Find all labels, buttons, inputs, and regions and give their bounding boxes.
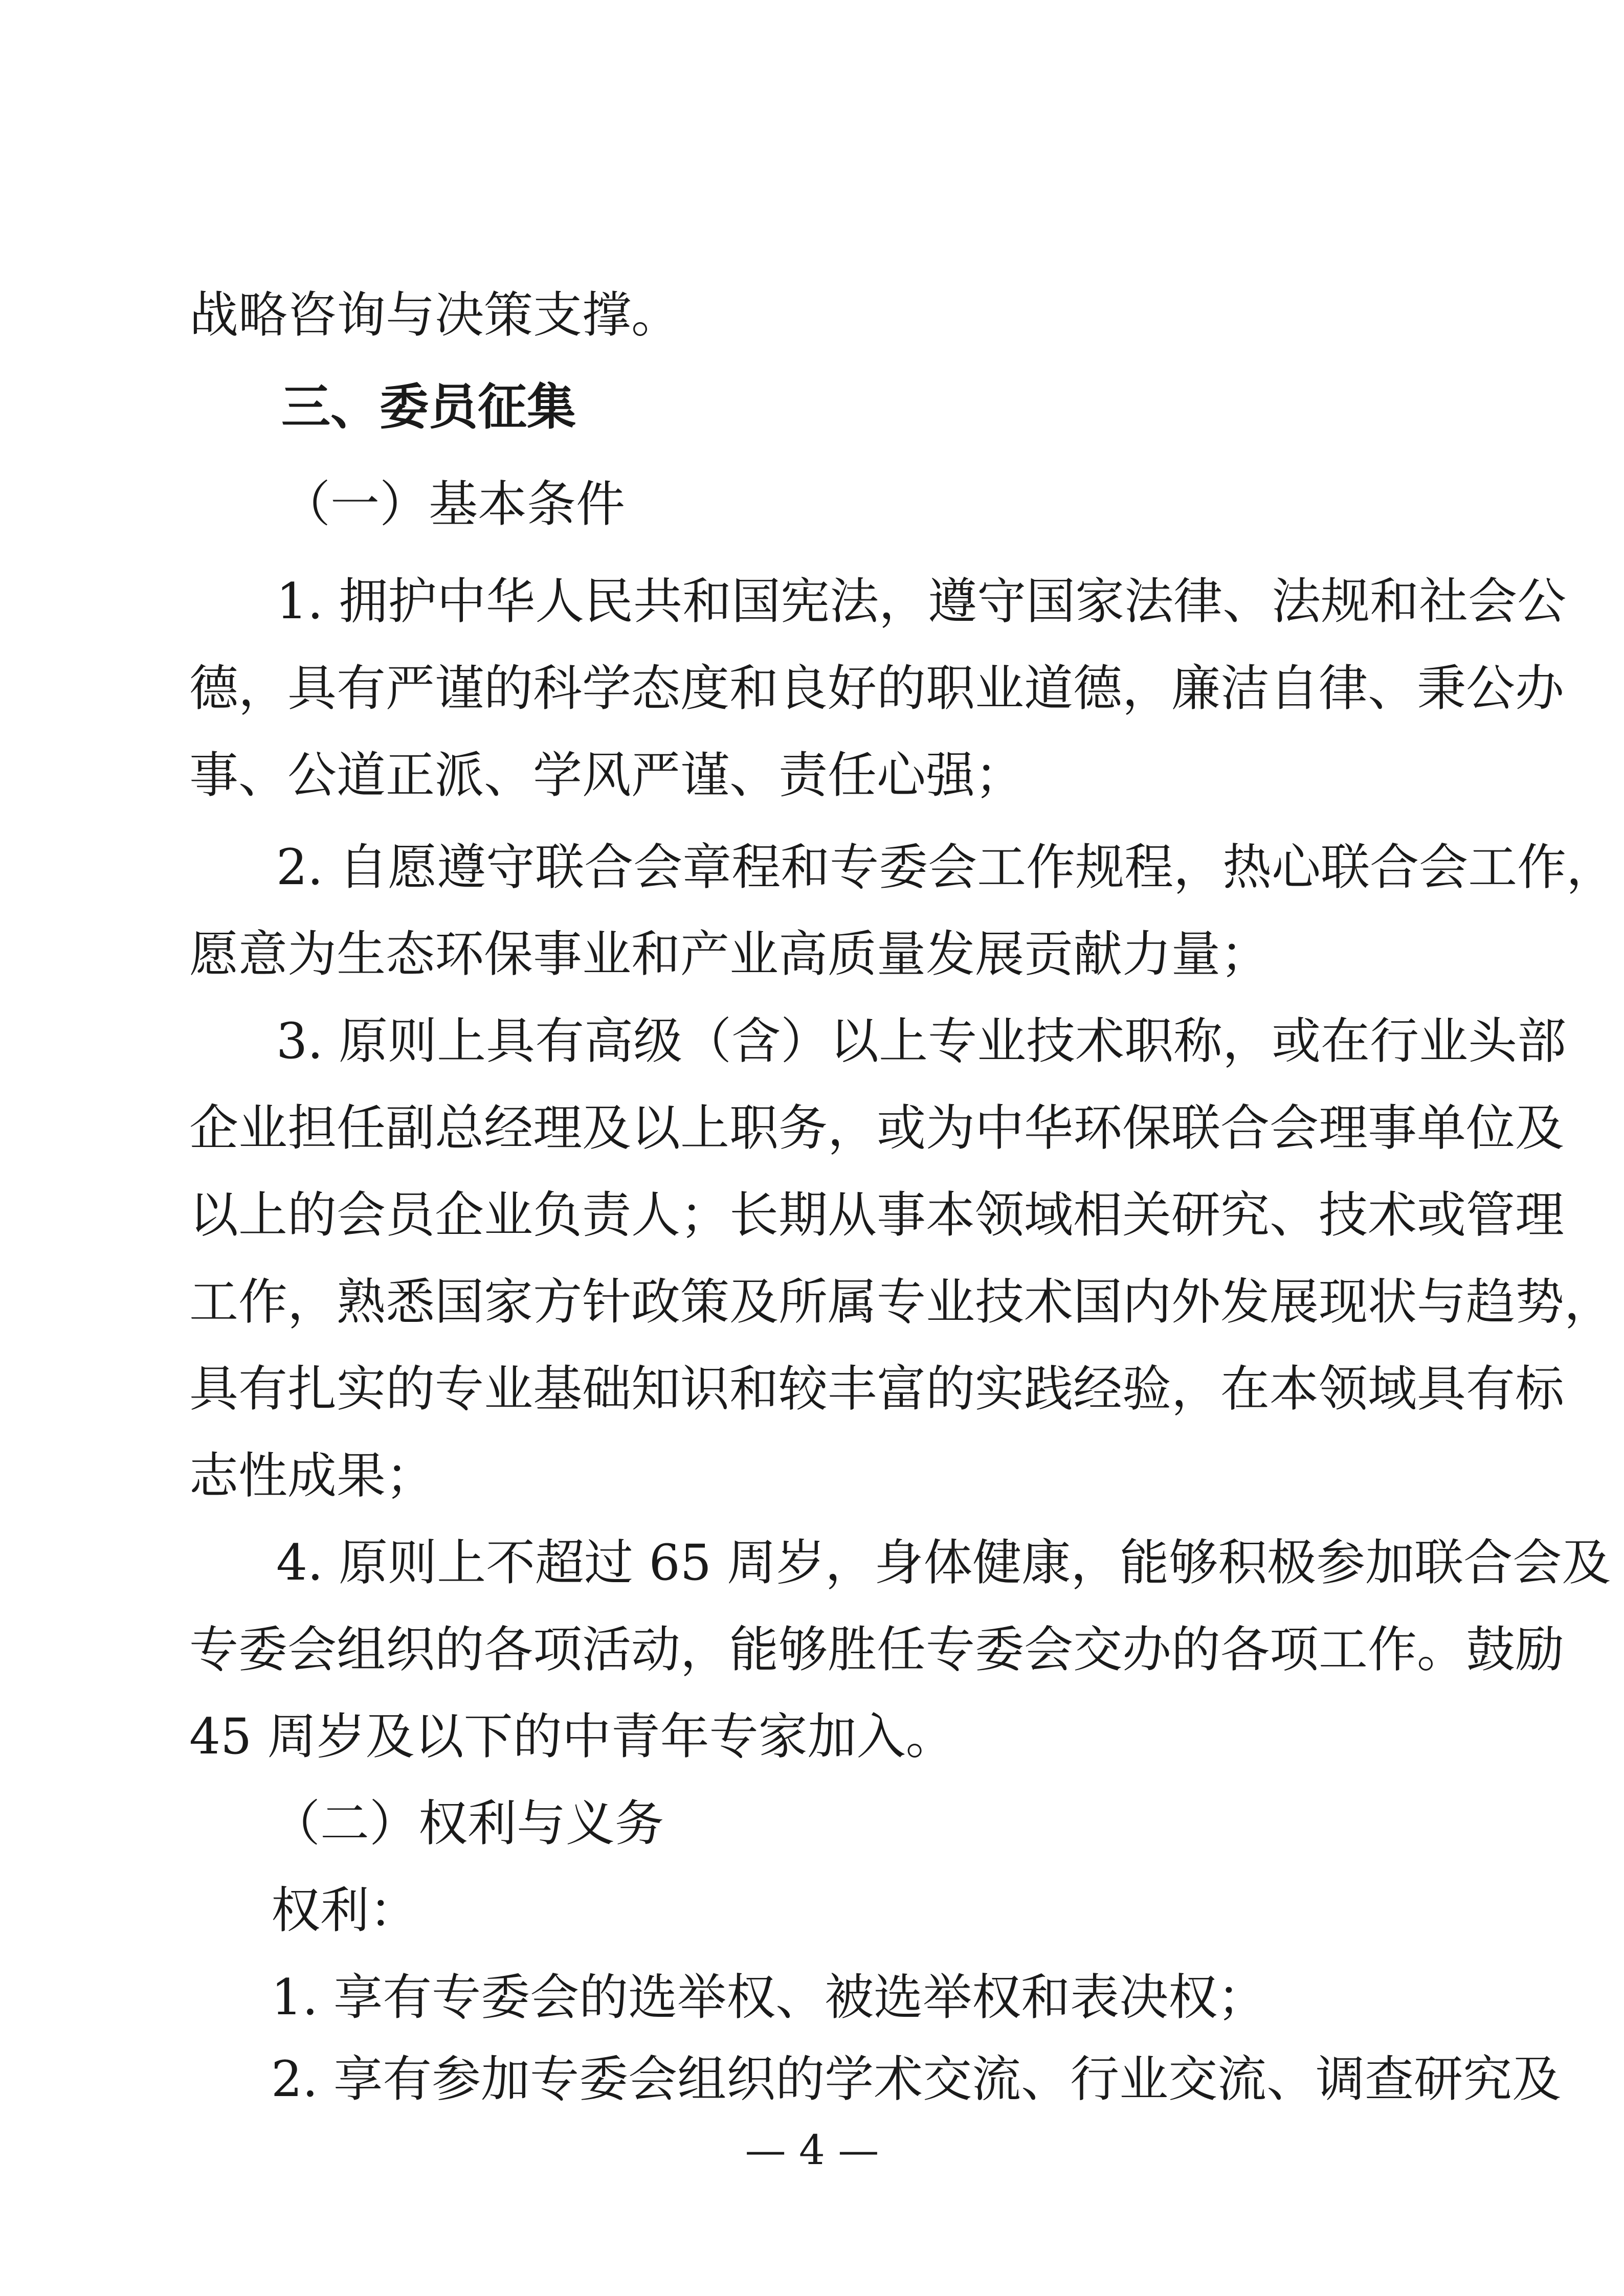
paragraph-line: 1. 享有专委会的选举权、被选举权和表决权； [271, 1969, 1267, 2026]
paragraph-line: 2. 享有参加专委会组织的学术交流、行业交流、调查研究及 [271, 2051, 1562, 2108]
paragraph-line: 以上的会员企业负责人；长期从事本领域相关研究、技术或管理 [189, 1186, 1564, 1244]
paragraph-line: 1. 拥护中华人民共和国宪法，遵守国家法律、法规和社会公 [276, 573, 1567, 630]
paragraph-line: 事、公道正派、学风严谨、责任心强； [189, 747, 1024, 804]
paragraph-line: 4. 原则上不超过 65 周岁，身体健康，能够积极参加联合会及 [276, 1534, 1611, 1591]
paragraph-line: 企业担任副总经理及以上职务，或为中华环保联合会理事单位及 [189, 1099, 1564, 1157]
paragraph-line: 45 周岁及以下的中青年专家加入。 [189, 1708, 955, 1765]
paragraph-line: 3. 原则上具有高级（含）以上专业技术职称，或在行业头部 [276, 1012, 1567, 1070]
section-heading: 三、委员征集 [281, 378, 576, 436]
paragraph-line: 专委会组织的各项活动，能够胜任专委会交办的各项工作。鼓励 [189, 1621, 1564, 1678]
subsection-heading: （一）基本条件 [281, 476, 625, 533]
paragraph-line: 德，具有严谨的科学态度和良好的职业道德，廉洁自律、秉公办 [189, 660, 1564, 717]
paragraph-line: 权利： [271, 1882, 418, 1939]
paragraph-line: 具有扎实的专业基础知识和较丰富的实践经验，在本领域具有标 [189, 1360, 1564, 1417]
paragraph-line: 工作，熟悉国家方针政策及所属专业技术国内外发展现状与趋势， [189, 1273, 1613, 1331]
subsection-heading: （二）权利与义务 [271, 1795, 664, 1852]
paragraph-line: 愿意为生态环保事业和产业高质量发展贡献力量； [189, 926, 1270, 983]
paragraph-line: 志性成果； [189, 1447, 435, 1504]
paragraph-line: 2. 自愿遵守联合会章程和专委会工作规程，热心联合会工作， [276, 839, 1616, 896]
paragraph-line: 战略咨询与决策支撑。 [189, 286, 680, 344]
page-number: — 4 — [745, 2126, 879, 2174]
